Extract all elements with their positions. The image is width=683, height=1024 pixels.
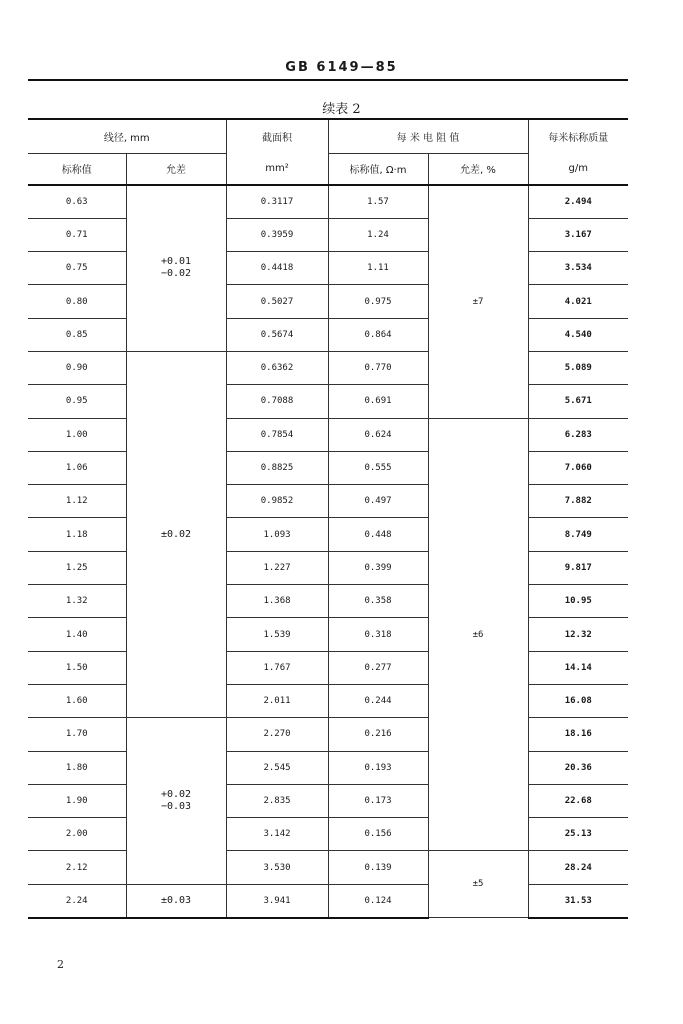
resistance-value: 0.124	[328, 884, 428, 917]
resistance-value: 0.277	[328, 651, 428, 684]
table-row	[28, 684, 628, 717]
diameter-value: 1.18	[28, 518, 126, 551]
mass-value: 28.24	[528, 851, 628, 884]
area-value: 3.142	[226, 818, 328, 851]
page-number: 2	[57, 958, 64, 971]
table-row	[28, 718, 628, 751]
mass-value: 3.534	[528, 252, 628, 285]
wire-spec-table	[28, 118, 628, 919]
table-row	[28, 185, 628, 218]
area-value: 1.539	[226, 618, 328, 651]
resistance-value: 0.691	[328, 385, 428, 418]
resistance-value: 0.156	[328, 818, 428, 851]
header-resistance-tolerance: 允差, %	[428, 153, 528, 185]
table-row	[28, 518, 628, 551]
mass-value: 12.32	[528, 618, 628, 651]
diameter-value: 2.12	[28, 851, 126, 884]
table-row	[28, 618, 628, 651]
resistance-value: 0.770	[328, 351, 428, 384]
area-value: 0.8825	[226, 451, 328, 484]
table-row	[28, 784, 628, 817]
table-row	[28, 218, 628, 251]
mass-value: 20.36	[528, 751, 628, 784]
mass-value: 14.14	[528, 651, 628, 684]
diameter-value: 1.80	[28, 751, 126, 784]
diameter-value: 1.32	[28, 585, 126, 618]
diameter-value: 1.40	[28, 618, 126, 651]
table-row	[28, 385, 628, 418]
header-diameter-tolerance: 允差	[126, 153, 226, 185]
table-row	[28, 751, 628, 784]
mass-value: 7.882	[528, 485, 628, 518]
resistance-tolerance: ±5	[428, 851, 528, 918]
resistance-value: 0.497	[328, 485, 428, 518]
area-value: 0.3117	[226, 185, 328, 218]
header-rule	[28, 79, 628, 81]
header-mass: 每米标称质量	[528, 119, 628, 153]
area-value: 2.835	[226, 784, 328, 817]
resistance-value: 0.864	[328, 318, 428, 351]
resistance-value: 0.975	[328, 285, 428, 318]
header-nominal: 标称值	[61, 165, 92, 177]
resistance-value: 1.24	[328, 218, 428, 251]
diameter-value: 1.00	[28, 418, 126, 451]
diameter-value: 1.25	[28, 551, 126, 584]
table-row	[28, 418, 628, 451]
resistance-value: 0.216	[328, 718, 428, 751]
mass-value: 5.671	[528, 385, 628, 418]
area-value: 0.4418	[226, 252, 328, 285]
table-row	[28, 318, 628, 351]
diameter-value: 1.70	[28, 718, 126, 751]
area-value: 0.9852	[226, 485, 328, 518]
diameter-tolerance: ±0.03	[126, 884, 226, 917]
resistance-value: 0.448	[328, 518, 428, 551]
mass-value: 8.749	[528, 518, 628, 551]
table-row	[28, 252, 628, 285]
area-value: 1.767	[226, 651, 328, 684]
mass-value: 25.13	[528, 818, 628, 851]
table-row	[28, 585, 628, 618]
resistance-value: 0.244	[328, 684, 428, 717]
area-value: 0.5027	[226, 285, 328, 318]
header-resistance: 每 米 电 阻 值	[328, 119, 528, 153]
mass-value: 4.540	[528, 318, 628, 351]
mass-value: 7.060	[528, 451, 628, 484]
diameter-value: 0.80	[28, 285, 126, 318]
resistance-value: 0.399	[328, 551, 428, 584]
table-row	[28, 884, 628, 917]
diameter-tolerance: ±0.02	[126, 351, 226, 717]
table-row	[28, 351, 628, 384]
area-value: 0.5674	[226, 318, 328, 351]
resistance-value: 1.57	[328, 185, 428, 218]
diameter-value: 0.95	[28, 385, 126, 418]
table-row	[28, 485, 628, 518]
area-value: 1.227	[226, 551, 328, 584]
resistance-value: 0.193	[328, 751, 428, 784]
mass-value: 22.68	[528, 784, 628, 817]
diameter-value: 0.75	[28, 252, 126, 285]
resistance-value: 0.139	[328, 851, 428, 884]
diameter-value: 0.90	[28, 351, 126, 384]
mass-value: 3.167	[528, 218, 628, 251]
resistance-tolerance: ±7	[428, 185, 528, 418]
diameter-value: 1.90	[28, 784, 126, 817]
area-value: 1.368	[226, 585, 328, 618]
area-value: 2.270	[226, 718, 328, 751]
table-row	[28, 818, 628, 851]
resistance-tolerance: ±6	[428, 418, 528, 851]
diameter-value: 1.50	[28, 651, 126, 684]
resistance-value: 0.173	[328, 784, 428, 817]
standard-code: GB 6149—85	[285, 60, 398, 75]
resistance-value: 0.358	[328, 585, 428, 618]
mass-value: 2.494	[528, 185, 628, 218]
resistance-value: 0.318	[328, 618, 428, 651]
area-value: 0.6362	[226, 351, 328, 384]
resistance-value: 0.555	[328, 451, 428, 484]
resistance-value: 1.11	[328, 252, 428, 285]
diameter-value: 1.12	[28, 485, 126, 518]
table-title: 续表 2	[322, 102, 361, 117]
diameter-value: 2.24	[28, 884, 126, 917]
table-row	[28, 451, 628, 484]
header-area-unit: mm²	[226, 153, 328, 185]
area-value: 0.7088	[226, 385, 328, 418]
table-row	[28, 551, 628, 584]
area-value: 1.093	[226, 518, 328, 551]
mass-value: 10.95	[528, 585, 628, 618]
area-value: 3.530	[226, 851, 328, 884]
header-diameter: 线径, mm	[28, 119, 226, 153]
table-row	[28, 285, 628, 318]
diameter-value: 0.63	[28, 185, 126, 218]
diameter-value: 1.60	[28, 684, 126, 717]
area-value: 0.3959	[226, 218, 328, 251]
diameter-value: 0.85	[28, 318, 126, 351]
mass-value: 18.16	[528, 718, 628, 751]
mass-value: 9.817	[528, 551, 628, 584]
mass-value: 4.021	[528, 285, 628, 318]
area-value: 2.011	[226, 684, 328, 717]
header-area: 截面积	[226, 119, 328, 153]
diameter-value: 0.71	[28, 218, 126, 251]
diameter-value: 1.06	[28, 451, 126, 484]
mass-value: 16.08	[528, 684, 628, 717]
resistance-value: 0.624	[328, 418, 428, 451]
header-mass-unit: g/m	[528, 153, 628, 185]
diameter-value: 2.00	[28, 818, 126, 851]
mass-value: 31.53	[528, 884, 628, 917]
table-row	[28, 851, 628, 884]
header-resistance-nominal: 标称值, Ω·m	[328, 153, 428, 185]
area-value: 2.545	[226, 751, 328, 784]
area-value: 3.941	[226, 884, 328, 917]
diameter-tolerance: +0.01 −0.02	[126, 185, 226, 351]
diameter-tolerance: +0.02 −0.03	[126, 718, 226, 884]
area-value: 0.7854	[226, 418, 328, 451]
mass-value: 6.283	[528, 418, 628, 451]
table-row	[28, 651, 628, 684]
mass-value: 5.089	[528, 351, 628, 384]
